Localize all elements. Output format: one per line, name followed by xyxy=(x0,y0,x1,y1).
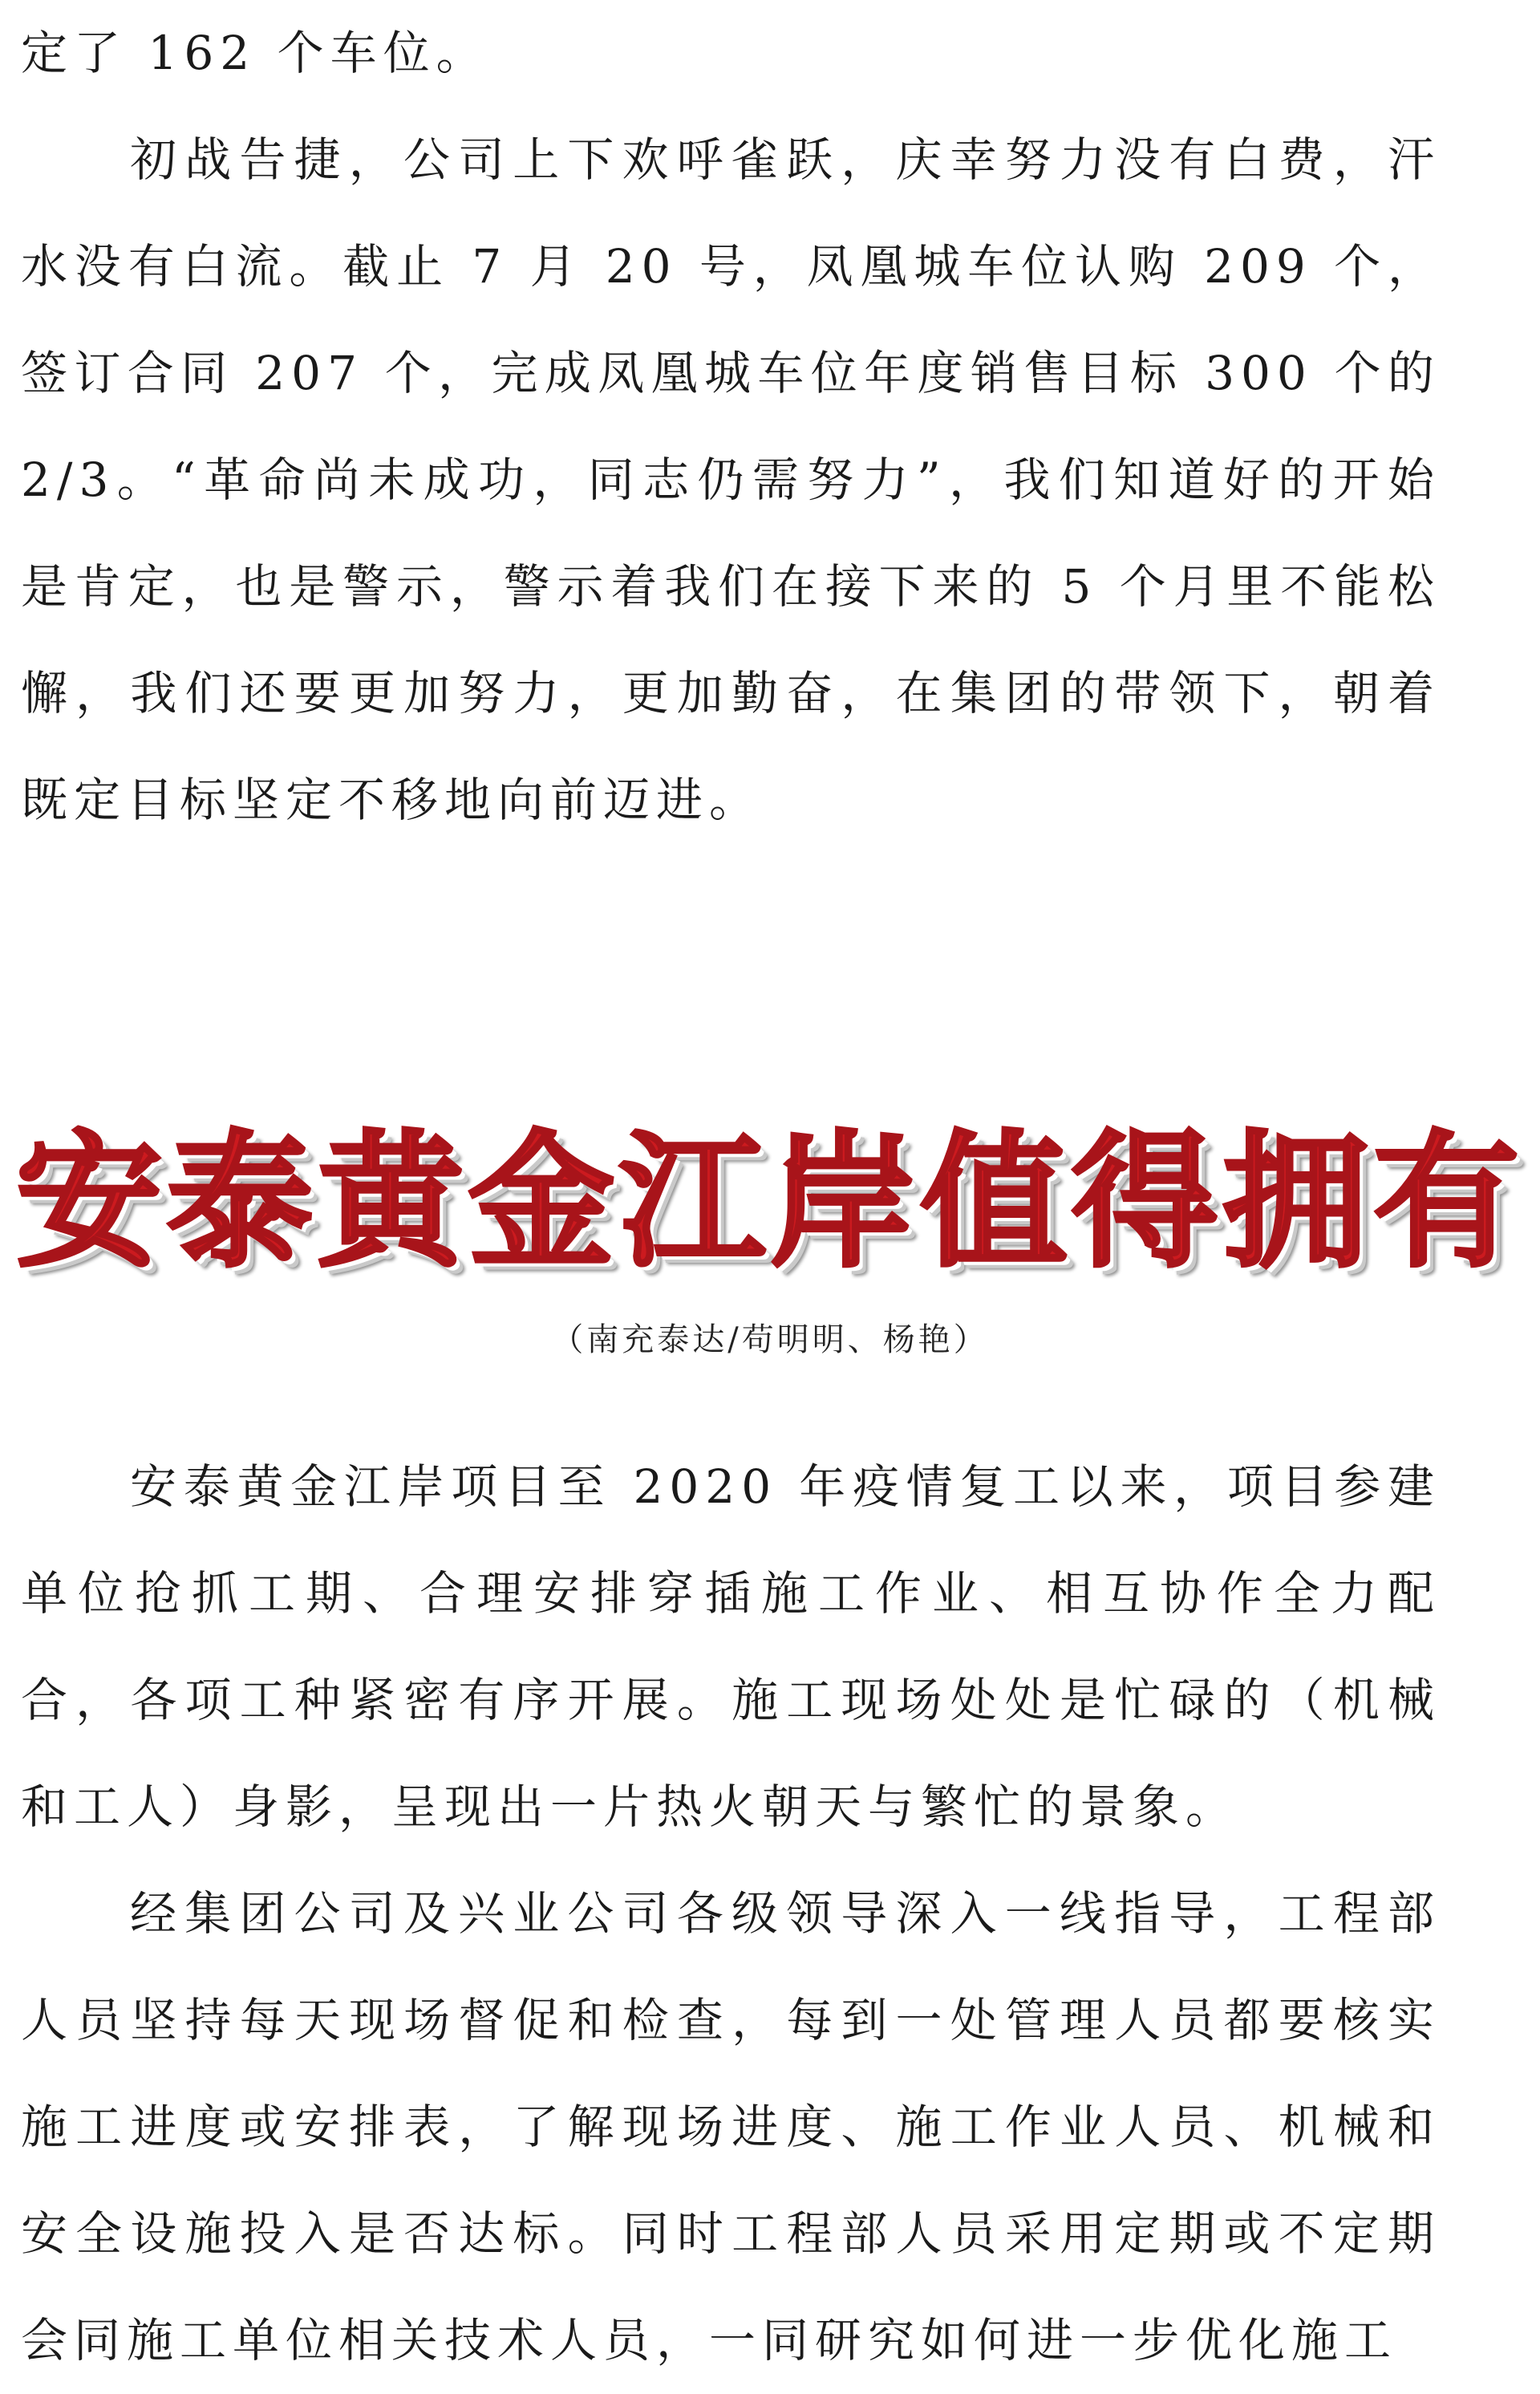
paragraph: 经集团公司及兴业公司各级领导深入一线指导，工程部人员坚持每天现场督促和检查，每到一处管理人员都要核实施工进度或安排表，了解现场进度、施工作业人员、机械和安全设施投入是否达标。同时工程部人员采用定期或不定期会同施工单位相关技术人员，一同研究如何进一步优化施工 xyxy=(21,1886,1441,2368)
article-2-byline: （南充泰达/苟明明、杨艳） xyxy=(551,1321,989,1358)
article-2-title: 安泰黄金江岸值得拥有 xyxy=(16,1117,1524,1287)
article-2-body xyxy=(21,1434,1441,2394)
paragraph: 安泰黄金江岸项目至 2020 年疫情复工以来，项目参建单位抢抓工期、合理安排穿插施工作业、相互协作全力配合，各项工种紧密有序开展。施工现场处处是忙碌的（机械和工人）身影，呈现出一片热火朝天与繁忙的景象。 xyxy=(21,1459,1441,1834)
article-1-body xyxy=(21,0,1441,854)
paragraph: 定了 162 个车位。 xyxy=(21,26,489,80)
paragraph: 初战告捷，公司上下欢呼雀跃，庆幸努力没有白费，汗水没有白流。截止 7 月 20 号，凤凰城车位认购 209 个，签订合同 207 个，完成凤凰城车位年度销售目标 300 个的 2/3。“革命尚未成功，同志仍需努力”，我们知道好的开始是肯定，也是警示，警示着我们在接下来的 5 个月里不能松懈，我们还要更加努力，更加勤奋，在集团的带领下，朝着既定目标坚定不移地向前迈进。 xyxy=(21,132,1441,827)
